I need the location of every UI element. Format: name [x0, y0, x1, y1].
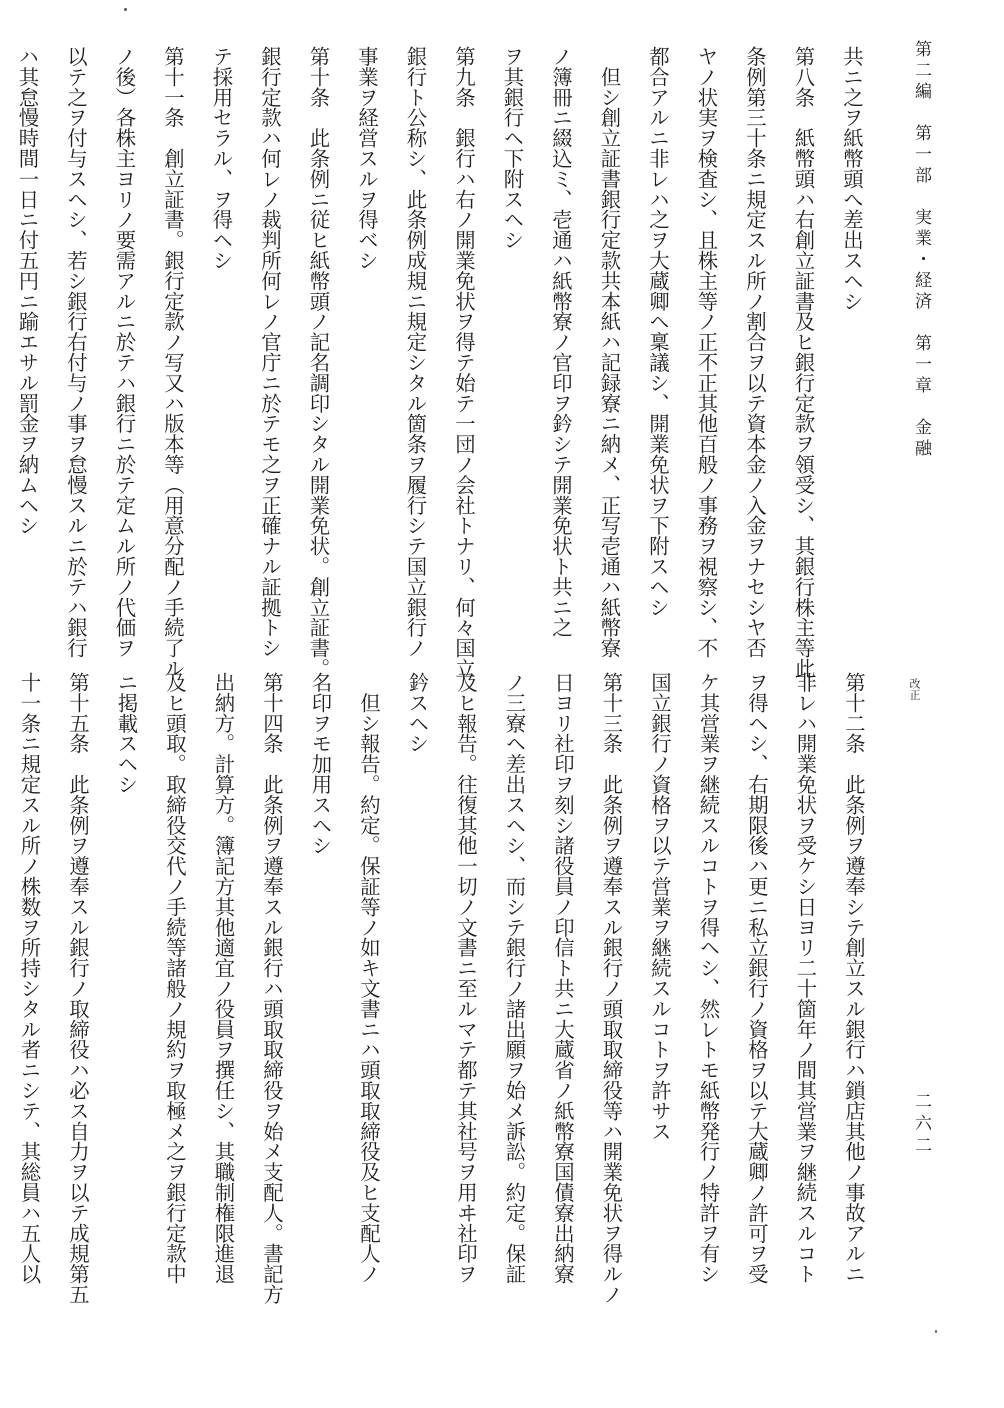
text-column: 条例第三十条ニ規定スル所ノ割合ヲ以テ資本金ノ入金ヲナセシヤ否 [743, 46, 767, 658]
text-column: ノ後）各株主ヨリノ要需アルニ於テハ銀行ニ於テ定ムル所ノ代価ヲ [112, 46, 137, 658]
text-column: 第十一条 創立証書。銀行定款ノ写又ハ版本等（用意分配ノ手続了ル [161, 46, 185, 679]
text-column: 銀行ト公称シ、此条例成規ニ規定シタル箇条ヲ履行シテ国立銀行ノ [403, 46, 428, 658]
text-column: 銀行定款ハ何レノ裁判所何レノ官庁ニ於テモ之ヲ正確ナル証拠トシ [258, 46, 282, 658]
text-column: ヲ其銀行ヘ下附スヘシ [500, 46, 525, 250]
text-column: 日ヨリ社印ヲ刻シ諸役員ノ印信ト共ニ大蔵省ノ紙幣寮国債寮出納寮 [551, 672, 575, 1284]
text-column: 及ヒ報告。往復其他一切ノ文書ニ至ルマテ都テ其社号ヲ用ヰ社印ヲ [454, 672, 478, 1284]
text-column: 以テ之ヲ付与スヘシ、若シ銀行右付与ノ事ヲ怠慢スルニ於テハ銀行 [64, 46, 88, 658]
text-column: ケ其営業ヲ継続スルコトヲ得ヘシ、然レトモ紙幣発行ノ特許ヲ有シ [696, 672, 721, 1284]
text-column: ヲ得ヘシ、右期限後ハ更ニ私立銀行ノ資格ヲ以テ大蔵卿ノ許可ヲ受 [745, 672, 769, 1284]
text-column: 都合アルニ非レハ之ヲ大蔵卿ヘ稟議シ、開業免状ヲ下附スヘシ [646, 46, 670, 618]
text-column: 十一条ニ規定スル所ノ株数ヲ所持シタル者ニシテ、其総員ハ五人以 [17, 672, 42, 1284]
running-head: 第二編 第一部 実業・経済 第一章 金融 [911, 40, 931, 460]
lower-text-block [0, 672, 878, 1305]
upper-text-block [0, 46, 876, 679]
text-column: 第十四条 此条例ヲ遵奉スル銀行ハ頭取取締役ヲ始メ支配人。書記方 [260, 672, 284, 1305]
page-number: 二六二 [911, 1092, 931, 1158]
text-column [0, 46, 3, 646]
text-column: 第十三条 此条例ヲ遵奉スル銀行ノ頭取取締役等ハ開業免状ヲ得ルノ [599, 672, 624, 1305]
text-column: 但シ創立証書銀行定款共本紙ハ記録寮ニ納メ、正写壱通ハ紙幣寮 [597, 46, 622, 658]
text-column: ヤノ状実ヲ検査シ、且株主等ノ正不正其他百般ノ事務ヲ視察シ、不 [694, 46, 719, 658]
text-column: 第九条 銀行ハ右ノ開業免状ヲ得テ始テ一団ノ会社トナリ、何々国立 [452, 46, 476, 679]
text-column: 共ニ之ヲ紙幣頭へ差出スヘシ [840, 46, 864, 312]
text-column: ノ三寮ヘ差出スヘシ、而シテ銀行ノ諸出願ヲ始メ訴訟。約定。保証 [502, 672, 527, 1284]
text-column: テ採用セラル、ヲ得ヘシ [209, 46, 234, 271]
text-column: 非レハ開業免状ヲ受ケシ日ヨリ二十箇年ノ間其営業ヲ継続スルコト [793, 672, 818, 1284]
text-column: 鈐スヘシ [405, 672, 430, 754]
text-column: ニ掲載スヘシ [114, 672, 139, 795]
text-column: ハ其怠慢時間一日ニ付五円ニ踰エサル罰金ヲ納ムヘシ [15, 46, 40, 536]
text-column: 但シ報告。約定。保証等ノ如キ文書ニハ頭取取締役及ヒ支配人ノ [357, 672, 381, 1284]
text-column: 名印ヲモ加用スヘシ [308, 672, 333, 856]
text-column: 第十五条 此条例ヲ遵奉スル銀行ノ取締役ハ必ス自力ヲ以テ成規第五 [66, 672, 90, 1305]
text-column: 第十条 此条例ニ従ヒ紙幣頭ノ記名調印シタル開業免状。創立証書。 [306, 46, 331, 679]
text-column: ノ簿冊ニ綴込ミ、壱通ハ紙幣寮ノ官印ヲ鈐シテ開業免状ト共ニ之 [549, 46, 573, 638]
text-column: 事業ヲ経営スルヲ得ベシ [355, 46, 379, 271]
text-column: 第八条 紙幣頭ハ右創立証書及ヒ銀行定款ヲ領受シ、其銀行株主等此 [791, 46, 816, 679]
text-column: 及ヒ頭取。取締役交代ノ手続等諸般ノ規約ヲ取極メ之ヲ銀行定款中 [163, 672, 187, 1284]
revision-annotation: 改正 [908, 678, 921, 700]
text-column: 国立銀行ノ資格ヲ以テ営業ヲ継続スルコトヲ許サス [648, 672, 672, 1142]
text-column [0, 672, 5, 1302]
text-column: 第十二条 此条例ヲ遵奉シテ創立スル銀行ハ鎖店其他ノ事故アルニ [842, 672, 866, 1284]
text-column: 出納方。計算方。簿記方其他適宜ノ役員ヲ撰任シ、其職制権限進退 [211, 672, 236, 1284]
scan-speck [124, 8, 127, 11]
scan-speck [935, 1330, 937, 1333]
